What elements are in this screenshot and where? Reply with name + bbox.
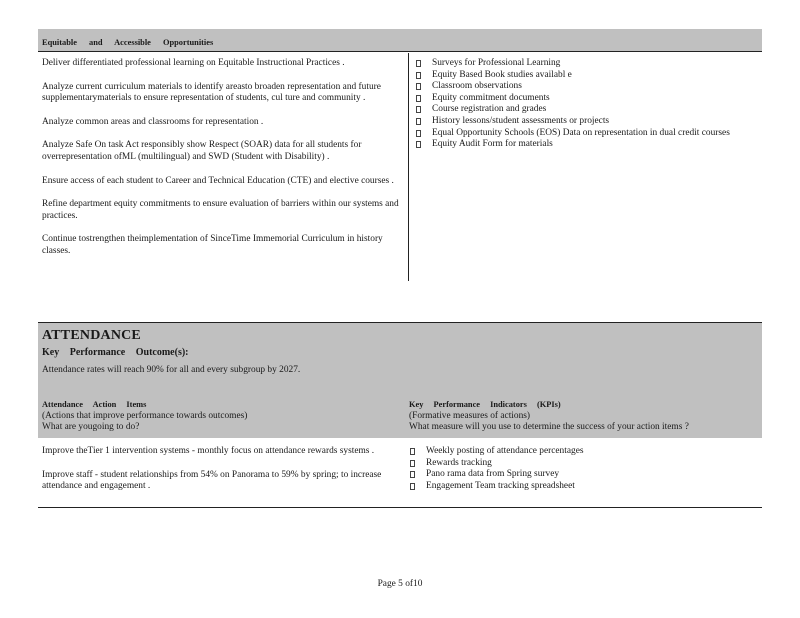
list-item: Equity Audit Form for materials bbox=[416, 139, 758, 151]
list-item: Equity Based Book studies availabl e bbox=[416, 70, 758, 82]
action-item: Refine department equity commitments to ensure evaluation of barriers within our systems and practices. bbox=[42, 199, 399, 221]
section-header-attendance bbox=[38, 323, 762, 438]
action-item: Improve theTier 1 intervention systems - monthly focus on attendance rewards systems . bbox=[42, 446, 375, 456]
action-item: Analyze Safe On task Act responsibly show Respect (SOAR) data for all students for overrepresentation ofML (multilingual) and SWD (Student with Disability) . bbox=[42, 140, 362, 162]
column-heading: Attendance Action Items bbox=[42, 400, 147, 409]
list-item: Engagement Team tracking spreadsheet bbox=[410, 481, 750, 493]
checkbox-bullet-icon bbox=[416, 60, 421, 67]
checkbox-bullet-icon bbox=[416, 72, 421, 79]
checkbox-bullet-icon bbox=[410, 448, 415, 455]
column-question: What are yougoing to do? bbox=[42, 422, 140, 433]
equity-kpi-list bbox=[416, 58, 758, 151]
column-description: (Actions that improve performance towards outcomes) bbox=[42, 410, 248, 421]
column-divider bbox=[408, 53, 409, 281]
action-items-column-header bbox=[42, 399, 402, 434]
column-question: What measure will you use to determine the success of your action items ? bbox=[409, 422, 689, 433]
action-item: Analyze common areas and classrooms for representation . bbox=[42, 116, 264, 127]
checkbox-bullet-icon bbox=[410, 483, 415, 490]
section-header-equity: Equitable and Accessible Opportunities bbox=[38, 29, 762, 52]
checkbox-bullet-icon bbox=[416, 106, 421, 113]
checkbox-bullet-icon bbox=[416, 130, 421, 137]
list-item: Equity commitment documents bbox=[416, 93, 758, 105]
attendance-kpi-list bbox=[410, 446, 750, 492]
section-title: ATTENDANCE bbox=[42, 328, 141, 343]
checkbox-bullet-icon bbox=[410, 460, 415, 467]
column-heading: Key Performance Indicators (KPIs) bbox=[409, 400, 561, 409]
page-number: Page 5 of10 bbox=[377, 579, 423, 589]
section-subtitle: Key Performance Outcome(s): bbox=[42, 347, 189, 358]
action-item: Ensure access of each student to Career and Technical Education (CTE) and elective courses . bbox=[42, 175, 394, 186]
action-item: Continue tostrengthen theimplementation of SinceTime Immemorial Curriculum in history classes. bbox=[42, 234, 383, 256]
checkbox-bullet-icon bbox=[416, 141, 421, 148]
list-item: Course registration and grades bbox=[416, 104, 758, 116]
list-item: Equal Opportunity Schools (EOS) Data on representation in dual credit courses bbox=[416, 128, 758, 140]
action-item: Improve staff - student relationships from 54% on Panorama to 59% by spring; to increase attendance and engagement . bbox=[42, 469, 382, 492]
outcome-goal: Attendance rates will reach 90% for all and every subgroup by 2027. bbox=[42, 365, 301, 375]
equity-action-items bbox=[42, 58, 404, 270]
checkbox-bullet-icon bbox=[416, 83, 421, 90]
kpi-column-header bbox=[409, 399, 758, 434]
attendance-action-items bbox=[42, 446, 392, 505]
action-item: Deliver differentiated professional learning on Equitable Instructional Practices . bbox=[42, 58, 345, 68]
checkbox-bullet-icon bbox=[416, 118, 421, 125]
list-item: Pano rama data from Spring survey bbox=[410, 469, 750, 481]
section-rule bbox=[38, 507, 762, 508]
column-description: (Formative measures of actions) bbox=[409, 410, 531, 421]
list-item: Weekly posting of attendance percentages bbox=[410, 446, 750, 458]
list-item: Surveys for Professional Learning bbox=[416, 58, 758, 70]
checkbox-bullet-icon bbox=[410, 471, 415, 478]
list-item: Classroom observations bbox=[416, 81, 758, 93]
checkbox-bullet-icon bbox=[416, 95, 421, 102]
list-item: History lessons/student assessments or projects bbox=[416, 116, 758, 128]
list-item: Rewards tracking bbox=[410, 458, 750, 470]
action-item: Analyze current curriculum materials to identify areasto broaden representation and future supplementarymaterials to ensure representation of students, cul ture and community . bbox=[42, 81, 381, 104]
